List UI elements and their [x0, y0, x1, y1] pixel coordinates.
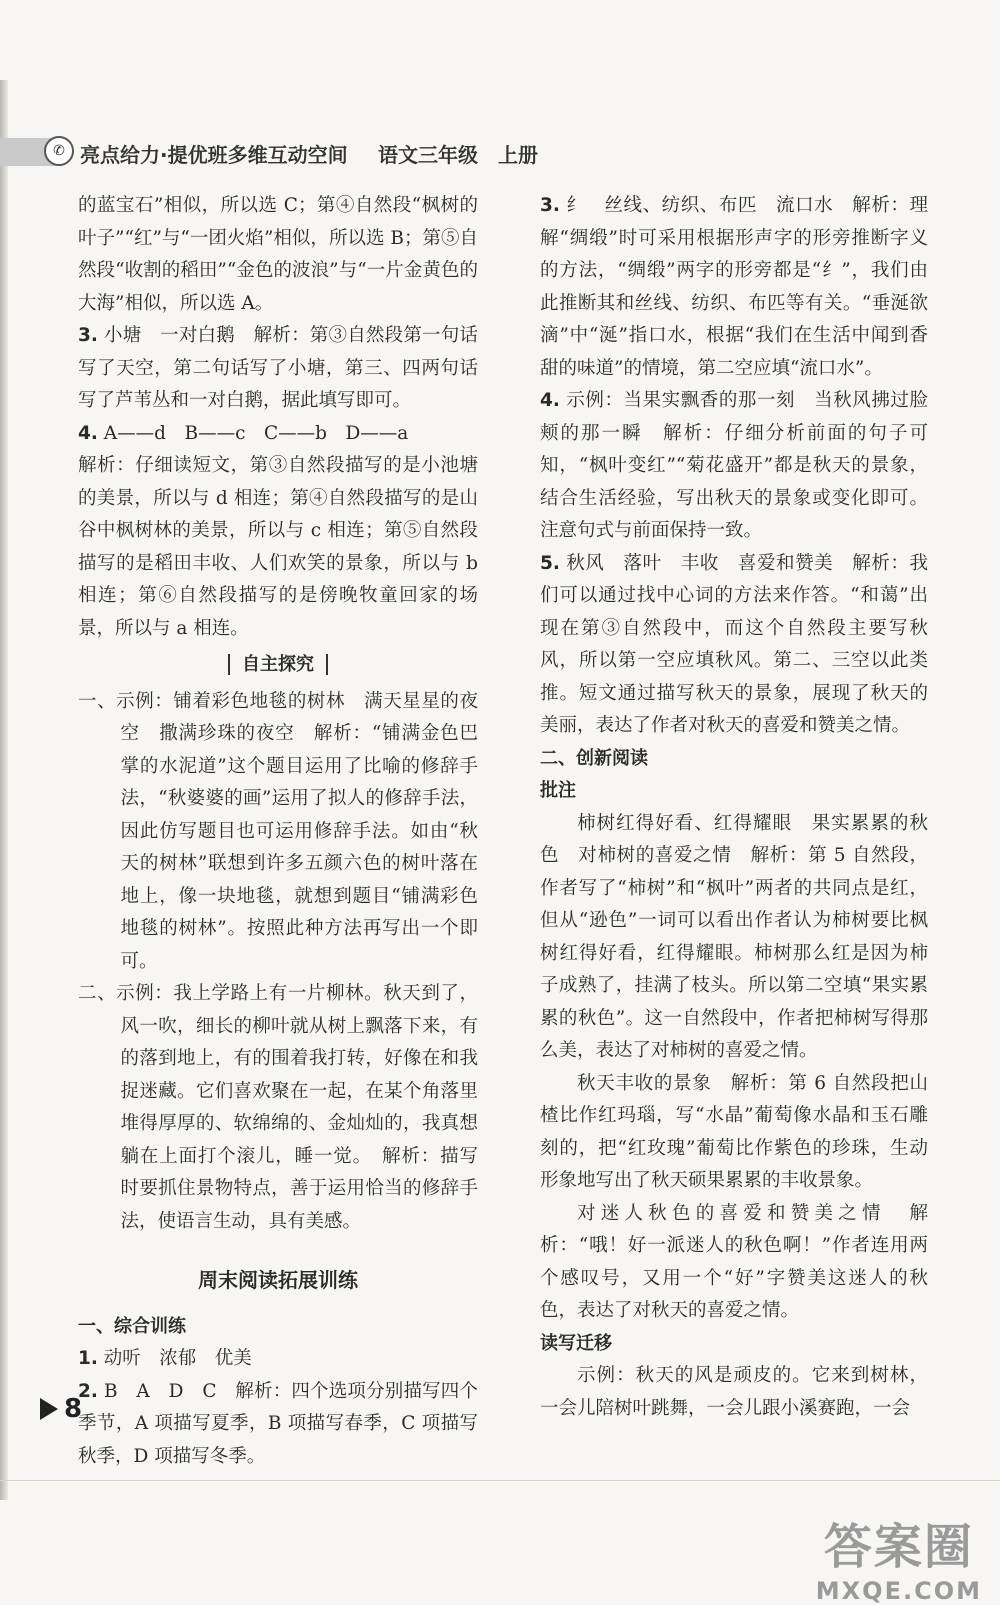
item-text: 秋风 落叶 丰收 喜爱和赞美 解析：我们可以通过找中心词的方法来作答。“和蔼”出现在第③自然段中，而这个自然段主要写秋风，所以第一空应填秋风。第二、三空以此类推。短文通过描写秋天的景象，展现了秋天的美丽，表达了作者对秋天的喜爱和赞美之情。: [540, 552, 928, 736]
paragraph: 一、示例：铺着彩色地毯的树林 满天星星的夜空 撒满珍珠的夜空 解析：“铺满金色巴掌的水泥道”这个题目运用了比喻的修辞手法，“秋婆婆的画”运用了拟人的修辞手法，因此仿写题目也可运用修辞手法。如由“秋天的树林”联想到许多五颜六色的树叶落在地上，像一块地毯，就想到题目“铺满彩色地毯的树林”。按照此种方法再写出一个即可。: [78, 690, 478, 972]
section-heading: 批注: [540, 780, 576, 801]
right-column: [540, 190, 928, 1425]
triangle-icon: [40, 1398, 58, 1420]
paragraph: 二、示例：我上学路上有一片柳林。秋天到了，风一吹，细长的柳叶就从树上飘落下来，有的落到地上，有的围着我打转，好像在和我捉迷藏。它们喜欢聚在一起，在某个角落里堆得厚厚的、软绵绵的、金灿灿的，我真想躺在上面打个滚儿，睡一觉。 解析：描写时要抓住景物特点，善于运用恰当的修辞手法，使语言生动，具有美感。: [78, 983, 478, 1232]
answer-item: [78, 418, 478, 451]
item-text: B A D C 解析：四个选项分别描写四个季节，A 项描写夏季，B 项描写春季，C 项描写秋季，D 项描写冬季。: [78, 1380, 478, 1467]
paragraph: 秋天丰收的景象 解析：第 6 自然段把山楂比作红玛瑙，写“水晶”葡萄像水晶和玉石雕刻的，把“红玫瑰”葡萄比作紫色的珍珠，生动形象地写出了秋天硕果累累的丰收景象。: [540, 1072, 928, 1191]
paragraph: 柿树红得好看、红得耀眼 果实累累的秋色 对柿树的喜爱之情 解析：第 5 自然段，作者写了“柿树”和“枫叶”两者的共同点是红，但从“逊色”一词可以看出作者认为柿树要比枫树红得好看，红得耀眼。柿树那么红是因为柿子成熟了，挂满了枝头。所以第二空填“果实累累的秋色”。这一自然段中，作者把柿树写得那么美，表达了对柿树的喜爱之情。: [540, 812, 928, 1061]
section-box-heading: [78, 649, 478, 682]
answer-item: [540, 385, 928, 548]
answer-item: [540, 190, 928, 385]
phone-logo-icon: ✆: [44, 136, 74, 166]
page-number-text: 8: [64, 1394, 83, 1424]
left-column: [78, 190, 478, 1473]
item-text: 小塘 一对白鹅 解析：第③自然段第一句话写了天空，第二句话写了小塘，第三、四两句话写了芦苇丛和一对白鹅，据此填写即可。: [78, 325, 478, 411]
item-number: 2.: [78, 1380, 98, 1402]
item-number: 1.: [78, 1348, 98, 1369]
section-heading: 一、综合训练: [78, 1315, 186, 1337]
item-number: 3.: [540, 195, 560, 216]
paragraph: 解析：仔细读短文，第③自然段描写的是小池塘的美景，所以与 d 相连；第④自然段描写的是山谷中枫树林的美景，所以与 c 相连；第⑤自然段描写的是稻田丰收、人们欢笑的景象，所以与 b 相连；第⑥自然段描写的是傍晚牧童回家的场景，所以与 a 相连。: [78, 455, 478, 639]
header-brand: 亮点给力·提优班多维互动空间: [80, 143, 348, 167]
item-text: A——d B——c C——b D——a: [103, 422, 409, 444]
answer-item: [78, 1343, 478, 1376]
answer-item: [540, 548, 928, 743]
item-text: 示例：当果实飘香的那一刻 当秋风拂过脸颊的那一瞬 解析：仔细分析前面的句子可知，“枫叶变红”“菊花盛开”都是秋天的景象，结合生活经验，写出秋天的景象或变化即可。注意句式与前面保持一致。: [540, 390, 928, 541]
answer-item: [78, 1376, 478, 1474]
paragraph: 示例：秋天的风是顽皮的。它来到树林，一会儿陪树叶跳舞，一会儿跟小溪赛跑，一会: [540, 1365, 928, 1419]
section-title: 周末阅读拓展训练: [198, 1268, 358, 1292]
answer-item: [78, 320, 478, 418]
watermark: [816, 1508, 982, 1605]
item-text: 纟 丝线、纺织、布匹 流口水 解析：理解“绸缎”时可采用根据形声字的形旁推断字义的方法，“绸缎”两字的形旁都是“纟”，我们由此推断其和丝线、纺织、布匹等有关。“垂涎欲滴”中“涎”指口水，根据“我们在生活中闻到香甜的味道”的情境，第二空应填“流口水”。: [540, 195, 928, 379]
book-spine-shadow: [0, 80, 8, 1500]
section-heading: 二、创新阅读: [540, 747, 648, 769]
header-subject: 语文三年级 上册: [378, 143, 538, 167]
watermark-title: 答案圈: [823, 1519, 974, 1575]
item-number: 5.: [540, 552, 560, 574]
watermark-url: MXQE.COM: [815, 1577, 982, 1605]
paragraph: 的蓝宝石”相似，所以选 C；第④自然段“枫树的叶子”“红”与“一团火焰”相似，所以选 B；第⑤自然段“收割的稻田”“金色的波浪”与“一片金黄色的大海”相似，所以选 A。: [78, 195, 478, 314]
footer-divider: [0, 1480, 1000, 1481]
section-box-heading-text: 自主探究: [228, 654, 328, 675]
page-number: [40, 1394, 82, 1424]
section-heading: 读写迁移: [540, 1332, 612, 1354]
item-number: 3.: [78, 325, 98, 346]
page-header: [0, 134, 560, 170]
item-number: 4.: [540, 390, 560, 411]
item-text: 动听 浓郁 优美: [103, 1348, 252, 1369]
paragraph: 对迷人秋色的喜爱和赞美之情 解析：“哦！好一派迷人的秋色啊！”作者连用两个感叹号，又用一个“好”字赞美这迷人的秋色，表达了对秋天的喜爱之情。: [540, 1202, 928, 1321]
item-number: 4.: [78, 422, 98, 444]
